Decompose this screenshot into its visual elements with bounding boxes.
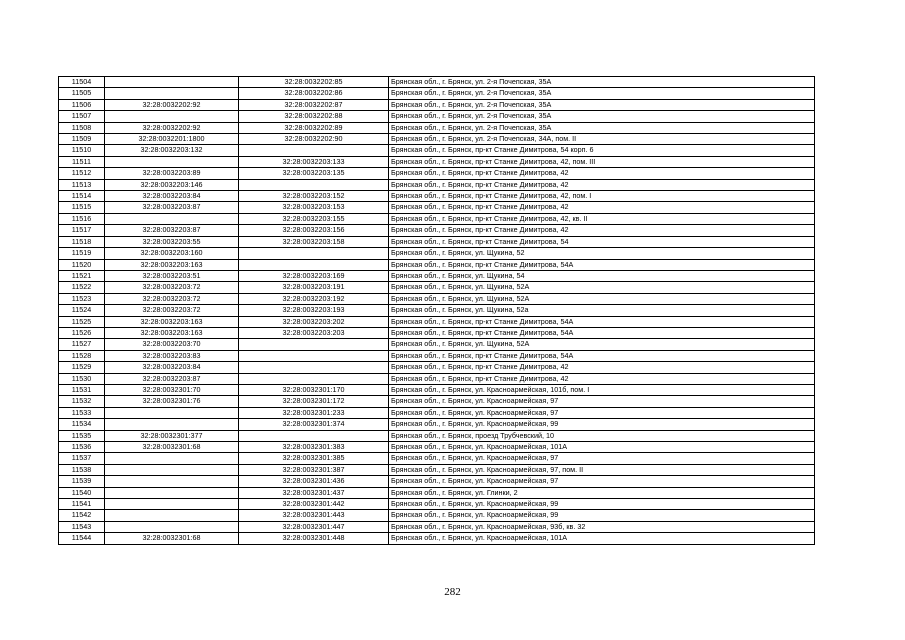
table-row xyxy=(59,430,815,441)
table-row xyxy=(59,134,815,145)
row-number-cell: 11544 xyxy=(59,533,105,544)
address-cell: Брянская обл., г. Брянск, ул. Щукина, 52А xyxy=(389,339,815,350)
row-number-cell: 11506 xyxy=(59,99,105,110)
table-row xyxy=(59,99,815,110)
address-cell: Брянская обл., г. Брянск, ул. 2-я Почепская, 35А xyxy=(389,77,815,88)
row-number-cell: 11535 xyxy=(59,430,105,441)
parent-cadastral-number-cell xyxy=(105,464,239,475)
address-cell: Брянская обл., г. Брянск, пр-кт Станке Димитрова, 42 xyxy=(389,168,815,179)
parent-cadastral-number-cell xyxy=(105,111,239,122)
cadastral-number-cell: 32:28:0032203:135 xyxy=(239,168,389,179)
row-number-cell: 11513 xyxy=(59,179,105,190)
parent-cadastral-number-cell: 32:28:0032203:87 xyxy=(105,225,239,236)
address-cell: Брянская обл., г. Брянск, ул. 2-я Почепская, 35А xyxy=(389,111,815,122)
address-cell: Брянская обл., г. Брянск, ул. Красноармейская, 97 xyxy=(389,476,815,487)
cadastral-number-cell: 32:28:0032202:87 xyxy=(239,99,389,110)
address-cell: Брянская обл., г. Брянск, ул. Щукина, 52а xyxy=(389,305,815,316)
parent-cadastral-number-cell: 32:28:0032203:72 xyxy=(105,305,239,316)
address-cell: Брянская обл., г. Брянск, пр-кт Станке Димитрова, 54 xyxy=(389,236,815,247)
row-number-cell: 11517 xyxy=(59,225,105,236)
table-row xyxy=(59,77,815,88)
parent-cadastral-number-cell xyxy=(105,453,239,464)
parent-cadastral-number-cell: 32:28:0032201:1800 xyxy=(105,134,239,145)
table-row xyxy=(59,248,815,259)
parent-cadastral-number-cell xyxy=(105,156,239,167)
address-cell: Брянская обл., г. Брянск, ул. 2-я Почепская, 34А, пом. II xyxy=(389,134,815,145)
parent-cadastral-number-cell: 32:28:0032203:72 xyxy=(105,282,239,293)
cadastral-number-cell xyxy=(239,145,389,156)
cadastral-number-cell: 32:28:0032203:191 xyxy=(239,282,389,293)
address-cell: Брянская обл., г. Брянск, ул. Щукина, 52 xyxy=(389,248,815,259)
table-row xyxy=(59,225,815,236)
row-number-cell: 11543 xyxy=(59,521,105,532)
table-row xyxy=(59,293,815,304)
row-number-cell: 11507 xyxy=(59,111,105,122)
cadastral-number-cell: 32:28:0032301:383 xyxy=(239,442,389,453)
row-number-cell: 11542 xyxy=(59,510,105,521)
address-cell: Брянская обл., г. Брянск, ул. Красноармейская, 101А xyxy=(389,533,815,544)
cadastral-number-cell: 32:28:0032203:192 xyxy=(239,293,389,304)
row-number-cell: 11511 xyxy=(59,156,105,167)
row-number-cell: 11523 xyxy=(59,293,105,304)
table-row xyxy=(59,122,815,133)
row-number-cell: 11534 xyxy=(59,419,105,430)
row-number-cell: 11508 xyxy=(59,122,105,133)
cadastral-number-cell: 32:28:0032301:385 xyxy=(239,453,389,464)
table-row xyxy=(59,156,815,167)
registry-table-body xyxy=(59,77,815,545)
address-cell: Брянская обл., г. Брянск, пр-кт Станке Димитрова, 54А xyxy=(389,327,815,338)
table-row xyxy=(59,327,815,338)
cadastral-number-cell xyxy=(239,430,389,441)
parent-cadastral-number-cell: 32:28:0032203:72 xyxy=(105,293,239,304)
cadastral-number-cell: 32:28:0032203:153 xyxy=(239,202,389,213)
cadastral-number-cell xyxy=(239,259,389,270)
address-cell: Брянская обл., г. Брянск, ул. Красноармейская, 99 xyxy=(389,510,815,521)
table-row xyxy=(59,419,815,430)
table-row xyxy=(59,373,815,384)
cadastral-number-cell: 32:28:0032202:89 xyxy=(239,122,389,133)
cadastral-number-cell: 32:28:0032203:133 xyxy=(239,156,389,167)
cadastral-number-cell: 32:28:0032203:152 xyxy=(239,191,389,202)
cadastral-number-cell: 32:28:0032301:443 xyxy=(239,510,389,521)
row-number-cell: 11516 xyxy=(59,213,105,224)
table-row xyxy=(59,168,815,179)
address-cell: Брянская обл., г. Брянск, ул. 2-я Почепская, 35А xyxy=(389,99,815,110)
cadastral-number-cell: 32:28:0032202:90 xyxy=(239,134,389,145)
address-cell: Брянская обл., г. Брянск, ул. Красноармейская, 97 xyxy=(389,396,815,407)
row-number-cell: 11509 xyxy=(59,134,105,145)
parent-cadastral-number-cell: 32:28:0032203:132 xyxy=(105,145,239,156)
cadastral-number-cell xyxy=(239,248,389,259)
row-number-cell: 11515 xyxy=(59,202,105,213)
row-number-cell: 11532 xyxy=(59,396,105,407)
row-number-cell: 11514 xyxy=(59,191,105,202)
table-row xyxy=(59,533,815,544)
cadastral-number-cell: 32:28:0032301:448 xyxy=(239,533,389,544)
address-cell: Брянская обл., г. Брянск, проезд Трубчевский, 10 xyxy=(389,430,815,441)
row-number-cell: 11537 xyxy=(59,453,105,464)
cadastral-number-cell: 32:28:0032203:158 xyxy=(239,236,389,247)
address-cell: Брянская обл., г. Брянск, пр-кт Станке Димитрова, 54А xyxy=(389,316,815,327)
parent-cadastral-number-cell: 32:28:0032301:68 xyxy=(105,442,239,453)
table-row xyxy=(59,145,815,156)
cadastral-number-cell: 32:28:0032301:172 xyxy=(239,396,389,407)
table-row xyxy=(59,384,815,395)
table-row xyxy=(59,464,815,475)
cadastral-number-cell: 32:28:0032301:387 xyxy=(239,464,389,475)
cadastral-number-cell: 32:28:0032203:193 xyxy=(239,305,389,316)
address-cell: Брянская обл., г. Брянск, ул. Глинки, 2 xyxy=(389,487,815,498)
parent-cadastral-number-cell xyxy=(105,487,239,498)
address-cell: Брянская обл., г. Брянск, ул. Красноармейская, 93б, кв. 32 xyxy=(389,521,815,532)
cadastral-number-cell: 32:28:0032301:436 xyxy=(239,476,389,487)
row-number-cell: 11504 xyxy=(59,77,105,88)
address-cell: Брянская обл., г. Брянск, ул. Щукина, 52А xyxy=(389,293,815,304)
parent-cadastral-number-cell xyxy=(105,419,239,430)
cadastral-number-cell: 32:28:0032203:169 xyxy=(239,270,389,281)
cadastral-number-cell: 32:28:0032301:437 xyxy=(239,487,389,498)
parent-cadastral-number-cell: 32:28:0032301:70 xyxy=(105,384,239,395)
row-number-cell: 11522 xyxy=(59,282,105,293)
parent-cadastral-number-cell: 32:28:0032203:163 xyxy=(105,316,239,327)
cadastral-number-cell: 32:28:0032203:203 xyxy=(239,327,389,338)
table-row xyxy=(59,510,815,521)
table-row xyxy=(59,396,815,407)
table-row xyxy=(59,259,815,270)
parent-cadastral-number-cell xyxy=(105,476,239,487)
table-row xyxy=(59,191,815,202)
address-cell: Брянская обл., г. Брянск, пр-кт Станке Димитрова, 54А xyxy=(389,350,815,361)
row-number-cell: 11512 xyxy=(59,168,105,179)
parent-cadastral-number-cell: 32:28:0032203:163 xyxy=(105,327,239,338)
parent-cadastral-number-cell: 32:28:0032203:87 xyxy=(105,202,239,213)
cadastral-number-cell xyxy=(239,350,389,361)
address-cell: Брянская обл., г. Брянск, ул. Щукина, 52А xyxy=(389,282,815,293)
row-number-cell: 11521 xyxy=(59,270,105,281)
address-cell: Брянская обл., г. Брянск, пр-кт Станке Димитрова, 42 xyxy=(389,362,815,373)
parent-cadastral-number-cell: 32:28:0032203:160 xyxy=(105,248,239,259)
table-row xyxy=(59,213,815,224)
table-row xyxy=(59,270,815,281)
parent-cadastral-number-cell xyxy=(105,77,239,88)
row-number-cell: 11528 xyxy=(59,350,105,361)
row-number-cell: 11526 xyxy=(59,327,105,338)
row-number-cell: 11541 xyxy=(59,499,105,510)
row-number-cell: 11520 xyxy=(59,259,105,270)
parent-cadastral-number-cell: 32:28:0032301:68 xyxy=(105,533,239,544)
table-row xyxy=(59,487,815,498)
address-cell: Брянская обл., г. Брянск, пр-кт Станке Димитрова, 42 xyxy=(389,202,815,213)
address-cell: Брянская обл., г. Брянск, пр-кт Станке Димитрова, 42 xyxy=(389,373,815,384)
table-row xyxy=(59,476,815,487)
parent-cadastral-number-cell: 32:28:0032203:87 xyxy=(105,373,239,384)
parent-cadastral-number-cell: 32:28:0032203:163 xyxy=(105,259,239,270)
cadastral-number-cell: 32:28:0032203:156 xyxy=(239,225,389,236)
address-cell: Брянская обл., г. Брянск, ул. Красноармейская, 101б, пом. I xyxy=(389,384,815,395)
parent-cadastral-number-cell xyxy=(105,407,239,418)
row-number-cell: 11538 xyxy=(59,464,105,475)
row-number-cell: 11505 xyxy=(59,88,105,99)
parent-cadastral-number-cell: 32:28:0032203:70 xyxy=(105,339,239,350)
address-cell: Брянская обл., г. Брянск, ул. Красноармейская, 97 xyxy=(389,407,815,418)
parent-cadastral-number-cell: 32:28:0032203:84 xyxy=(105,191,239,202)
cadastral-number-cell: 32:28:0032202:85 xyxy=(239,77,389,88)
address-cell: Брянская обл., г. Брянск, ул. 2-я Почепская, 35А xyxy=(389,122,815,133)
table-row xyxy=(59,316,815,327)
table-row xyxy=(59,339,815,350)
address-cell: Брянская обл., г. Брянск, ул. Красноармейская, 99 xyxy=(389,419,815,430)
page-number: 282 xyxy=(444,586,461,598)
table-row xyxy=(59,350,815,361)
parent-cadastral-number-cell xyxy=(105,88,239,99)
parent-cadastral-number-cell: 32:28:0032203:83 xyxy=(105,350,239,361)
table-row xyxy=(59,362,815,373)
row-number-cell: 11529 xyxy=(59,362,105,373)
row-number-cell: 11533 xyxy=(59,407,105,418)
table-row xyxy=(59,202,815,213)
parent-cadastral-number-cell: 32:28:0032202:92 xyxy=(105,99,239,110)
row-number-cell: 11539 xyxy=(59,476,105,487)
cadastral-number-cell xyxy=(239,373,389,384)
cadastral-number-cell: 32:28:0032203:155 xyxy=(239,213,389,224)
address-cell: Брянская обл., г. Брянск, ул. Красноармейская, 99 xyxy=(389,499,815,510)
address-cell: Брянская обл., г. Брянск, пр-кт Станке Димитрова, 54А xyxy=(389,259,815,270)
registry-table xyxy=(58,76,815,545)
cadastral-number-cell xyxy=(239,339,389,350)
parent-cadastral-number-cell: 32:28:0032203:146 xyxy=(105,179,239,190)
cadastral-number-cell: 32:28:0032301:442 xyxy=(239,499,389,510)
table-row xyxy=(59,111,815,122)
table-row xyxy=(59,236,815,247)
parent-cadastral-number-cell: 32:28:0032202:92 xyxy=(105,122,239,133)
table-row xyxy=(59,453,815,464)
parent-cadastral-number-cell: 32:28:0032203:55 xyxy=(105,236,239,247)
row-number-cell: 11540 xyxy=(59,487,105,498)
parent-cadastral-number-cell: 32:28:0032301:76 xyxy=(105,396,239,407)
address-cell: Брянская обл., г. Брянск, ул. 2-я Почепская, 35А xyxy=(389,88,815,99)
parent-cadastral-number-cell: 32:28:0032203:51 xyxy=(105,270,239,281)
table-row xyxy=(59,282,815,293)
cadastral-number-cell xyxy=(239,179,389,190)
address-cell: Брянская обл., г. Брянск, пр-кт Станке Димитрова, 54 корп. 6 xyxy=(389,145,815,156)
address-cell: Брянская обл., г. Брянск, ул. Красноармейская, 101А xyxy=(389,442,815,453)
cadastral-number-cell xyxy=(239,362,389,373)
address-cell: Брянская обл., г. Брянск, пр-кт Станке Димитрова, 42, пом. I xyxy=(389,191,815,202)
cadastral-number-cell: 32:28:0032301:170 xyxy=(239,384,389,395)
cadastral-number-cell: 32:28:0032202:86 xyxy=(239,88,389,99)
parent-cadastral-number-cell xyxy=(105,213,239,224)
address-cell: Брянская обл., г. Брянск, пр-кт Станке Димитрова, 42 xyxy=(389,225,815,236)
parent-cadastral-number-cell: 32:28:0032203:89 xyxy=(105,168,239,179)
row-number-cell: 11524 xyxy=(59,305,105,316)
parent-cadastral-number-cell xyxy=(105,499,239,510)
table-row xyxy=(59,179,815,190)
cadastral-number-cell: 32:28:0032301:447 xyxy=(239,521,389,532)
row-number-cell: 11536 xyxy=(59,442,105,453)
table-row xyxy=(59,305,815,316)
parent-cadastral-number-cell: 32:28:0032203:84 xyxy=(105,362,239,373)
row-number-cell: 11527 xyxy=(59,339,105,350)
row-number-cell: 11519 xyxy=(59,248,105,259)
table-row xyxy=(59,521,815,532)
cadastral-number-cell: 32:28:0032203:202 xyxy=(239,316,389,327)
cadastral-number-cell: 32:28:0032301:374 xyxy=(239,419,389,430)
row-number-cell: 11525 xyxy=(59,316,105,327)
table-row xyxy=(59,442,815,453)
row-number-cell: 11510 xyxy=(59,145,105,156)
row-number-cell: 11531 xyxy=(59,384,105,395)
table-row xyxy=(59,407,815,418)
address-cell: Брянская обл., г. Брянск, ул. Красноармейская, 97 xyxy=(389,453,815,464)
address-cell: Брянская обл., г. Брянск, пр-кт Станке Димитрова, 42, кв. II xyxy=(389,213,815,224)
row-number-cell: 11530 xyxy=(59,373,105,384)
table-row xyxy=(59,88,815,99)
parent-cadastral-number-cell xyxy=(105,521,239,532)
row-number-cell: 11518 xyxy=(59,236,105,247)
parent-cadastral-number-cell: 32:28:0032301:377 xyxy=(105,430,239,441)
cadastral-number-cell: 32:28:0032301:233 xyxy=(239,407,389,418)
table-row xyxy=(59,499,815,510)
address-cell: Брянская обл., г. Брянск, пр-кт Станке Димитрова, 42, пом. III xyxy=(389,156,815,167)
address-cell: Брянская обл., г. Брянск, ул. Красноармейская, 97, пом. II xyxy=(389,464,815,475)
address-cell: Брянская обл., г. Брянск, пр-кт Станке Димитрова, 42 xyxy=(389,179,815,190)
parent-cadastral-number-cell xyxy=(105,510,239,521)
cadastral-number-cell: 32:28:0032202:88 xyxy=(239,111,389,122)
address-cell: Брянская обл., г. Брянск, ул. Щукина, 54 xyxy=(389,270,815,281)
